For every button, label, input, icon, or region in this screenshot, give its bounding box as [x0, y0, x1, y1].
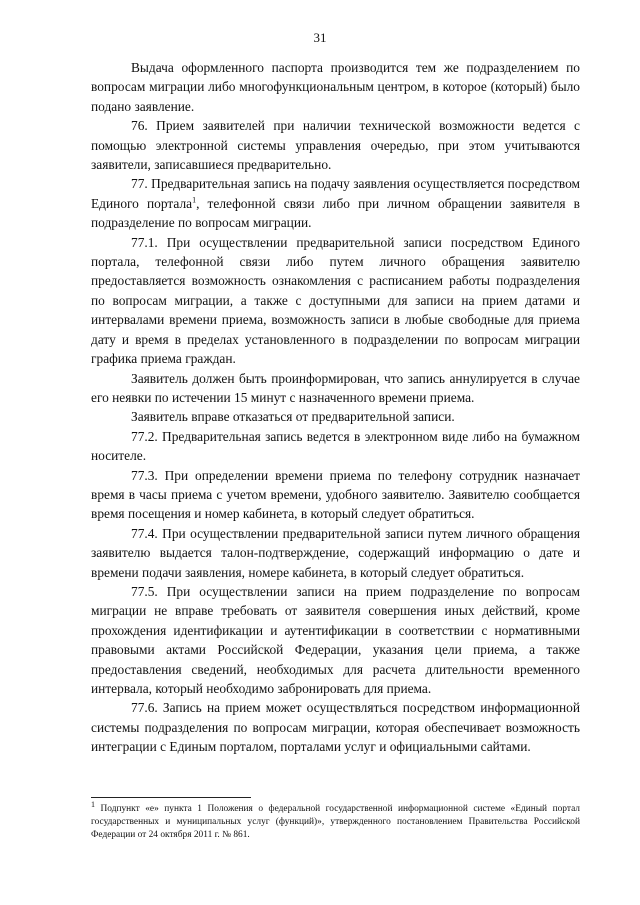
footnote-divider	[91, 797, 251, 798]
paragraph-77-6: 77.6. Запись на прием может осуществляться посредством информационной системы подразделения по вопросам миграции, которая обеспечивает возможность интеграции с Единым порталом, порталами услуг и официальными сайтами.	[91, 700, 580, 755]
page-number: 31	[313, 30, 327, 45]
footnote-marker: 1	[91, 799, 95, 809]
paragraph-77-2: 77.2. Предварительная запись ведется в электронном виде либо на бумажном носителе.	[91, 428, 580, 464]
paragraph-77-1: 77.1. При осуществлении предварительной записи посредством Единого портала, телефонной связи либо путем личного обращения заявителю предоставляется возможность ознакомления с расписанием работы подразделения по вопросам миграции, а также с доступными для записи на прием датами и интервалами времени приема, возможность записи в любые свободные для приема дату и время в пределах установленного в подразделении по вопросам миграции графика приема граждан.	[91, 234, 580, 367]
paragraph-77-text: 77. Предварительная запись на подачу заявления осуществляется посредством Единого портала	[91, 176, 580, 211]
paragraph-applicant-informed: Заявитель должен быть проинформирован, что запись аннулируется в случае его неявки по истечении 15 минут с назначенного времени приема.	[91, 370, 580, 405]
paragraph-76: 76. Прием заявителей при наличии технической возможности ведется с помощью электронной системы управления очередью, при этом учитываются заявители, записавшиеся предварительно.	[91, 118, 580, 173]
paragraph-77-4: 77.4. При осуществлении предварительной записи путем личного обращения заявителю выдается талон-подтверждение, содержащий информацию о дате и времени подачи заявления, номере кабинета, в который следует обратиться.	[91, 525, 580, 580]
footnote-reference: 1	[192, 195, 197, 205]
body-text	[91, 58, 580, 757]
paragraph-77-text-continued: , телефонной связи либо при личном обращении заявителя в подразделение по вопросам миграции.	[91, 195, 580, 231]
footnote-text: Подпункт «е» пункта 1 Положения о федеральной государственной информационной системе «Единый портал государственных и муниципальных услуг (функций)», утвержденного постановлением Правительства Российской Федерации от 24 октября 2011 г. № 861.	[91, 804, 580, 840]
paragraph-77	[91, 174, 580, 232]
footnote	[91, 799, 580, 842]
paragraph-77-5: 77.5. При осуществлении записи на прием подразделение по вопросам миграции не вправе требовать от заявителя совершения иных действий, кроме прохождения идентификации и аутентификации в соответствии с нормативными правовыми актами Российской Федерации, указания цели приема, а также предоставления сведений, необходимых для расчета длительности временного интервала, который необходимо забронировать для приема.	[91, 583, 580, 696]
paragraph-applicant-refuse: Заявитель вправе отказаться от предварительной записи.	[131, 409, 455, 425]
paragraph-issue-passport: Выдача оформленного паспорта производится тем же подразделением по вопросам миграции либо многофункциональным центром, в которое (который) было подано заявление.	[91, 60, 580, 114]
paragraph-77-3: 77.3. При определении времени приема по телефону сотрудник назначает время в часы приема с учетом времени, удобного заявителю. Заявителю сообщается время посещения и номер кабинета, в который следует обратиться.	[91, 467, 580, 522]
